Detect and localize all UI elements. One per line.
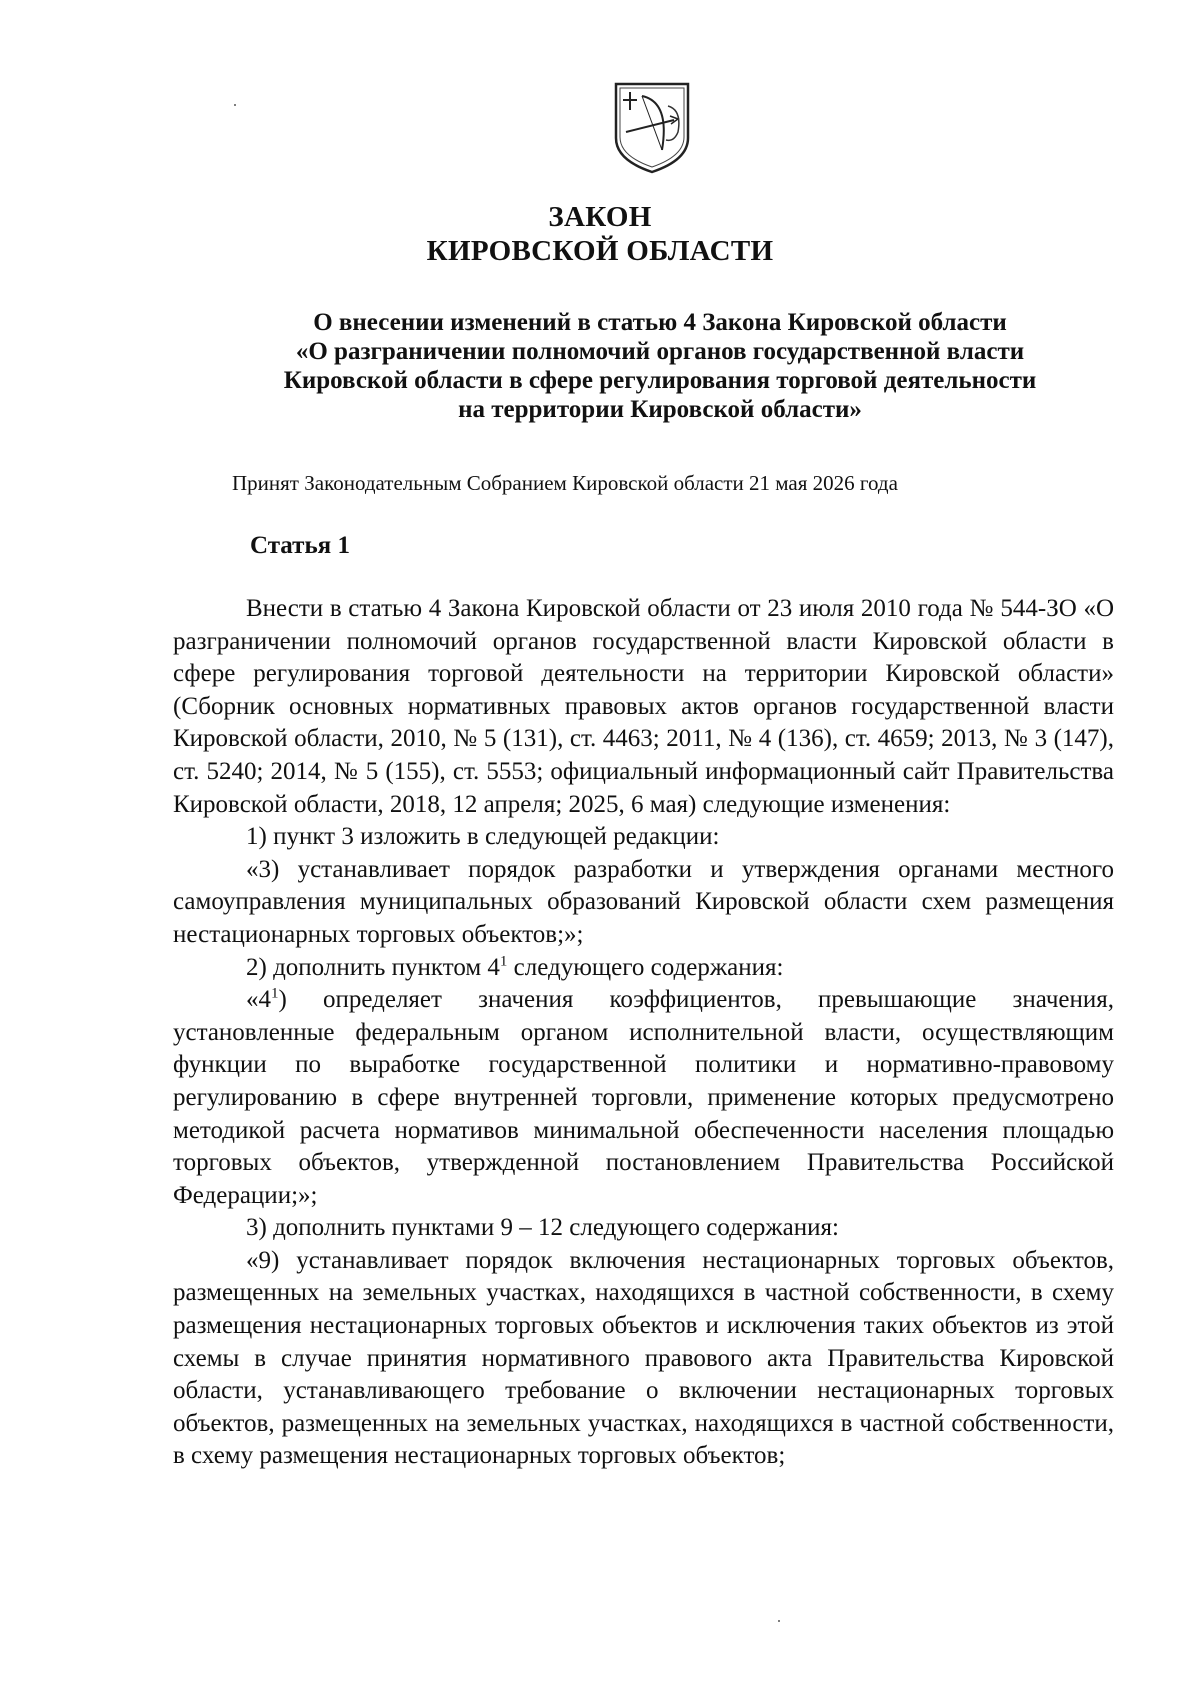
- text-span: «4: [246, 986, 271, 1014]
- paragraph: «3) устанавливает порядок разработки и утверждения органами местного самоуправления муниципальных образований Кировской области схем размещения нестационарных торговых объектов;»;: [173, 855, 1114, 948]
- law-subject: [160, 308, 1160, 424]
- paragraph: [173, 984, 1114, 1212]
- paragraph: 1) пункт 3 изложить в следующей редакции:: [246, 823, 720, 851]
- superscript: 1: [499, 953, 508, 970]
- region-name: КИРОВСКОЙ ОБЛАСТИ: [426, 235, 774, 267]
- text-span: 2) дополнить пунктом 4: [246, 953, 500, 981]
- scan-speck: [234, 104, 236, 106]
- law-word: ЗАКОН: [548, 201, 652, 233]
- subject-line: на территории Кировской области»: [458, 396, 862, 423]
- paragraph: [173, 952, 1114, 985]
- text-span: ) определяет значения коэффициентов, превышающие значения, установленные федеральным органом исполнительной власти, осуществляющим функции по выработке государственной политики и нормативно-правовому регулированию в сфере внутренней торговли, применение которых предусмотрено методикой расчета нормативов минимальной обеспеченности населения площадью торговых объектов, утвержденной постановлением Правительства Российской Федерации;»;: [173, 986, 1114, 1209]
- subject-line: «О разграничении полномочий органов государственной власти: [295, 338, 1025, 365]
- subject-line: О внесении изменений в статью 4 Закона Кировской области: [313, 309, 1007, 336]
- law-header: [0, 200, 1200, 268]
- subject-line: Кировской области в сфере регулирования торговой деятельности: [283, 367, 1037, 394]
- article-body: [173, 593, 1114, 1473]
- article-heading: Статья 1: [250, 532, 350, 559]
- paragraph: Внести в статью 4 Закона Кировской области от 23 июля 2010 года № 544-ЗО «О разграничении полномочий органов государственной власти Кировской области в сфере регулирования торговой деятельности на территории Кировской области» (Сборник основных нормативных правовых актов органов государственной власти Кировской области, 2010, № 5 (131), ст. 4463; 2011, № 4 (136), ст. 4659; 2013, № 3 (147), ст. 5240; 2014, № 5 (155), ст. 5553; официальный информационный сайт Правительства Кировской области, 2018, 12 апреля; 2025, 6 мая) следующие изменения:: [173, 595, 1114, 818]
- paragraph: 3) дополнить пунктами 9 – 12 следующего содержания:: [246, 1214, 839, 1242]
- superscript: 1: [271, 985, 279, 1002]
- coat-of-arms-icon: [612, 80, 692, 176]
- adoption-note: Принят Законодательным Собранием Кировской области 21 мая 2026 года: [232, 471, 898, 495]
- paragraph: «9) устанавливает порядок включения нестационарных торговых объектов, размещенных на земельных участках, находящихся в частной собственности, в схему размещения нестационарных торговых объектов и исключения таких объектов из этой схемы в случае принятия нормативного правового акта Правительства Кировской области, устанавливающего требование о включении нестационарных торговых объектов, размещенных на земельных участках, находящихся в частной собственности, в схему размещения нестационарных торговых объектов;: [173, 1246, 1114, 1470]
- text-span: следующего содержания:: [507, 953, 784, 981]
- scan-speck: [778, 1620, 780, 1622]
